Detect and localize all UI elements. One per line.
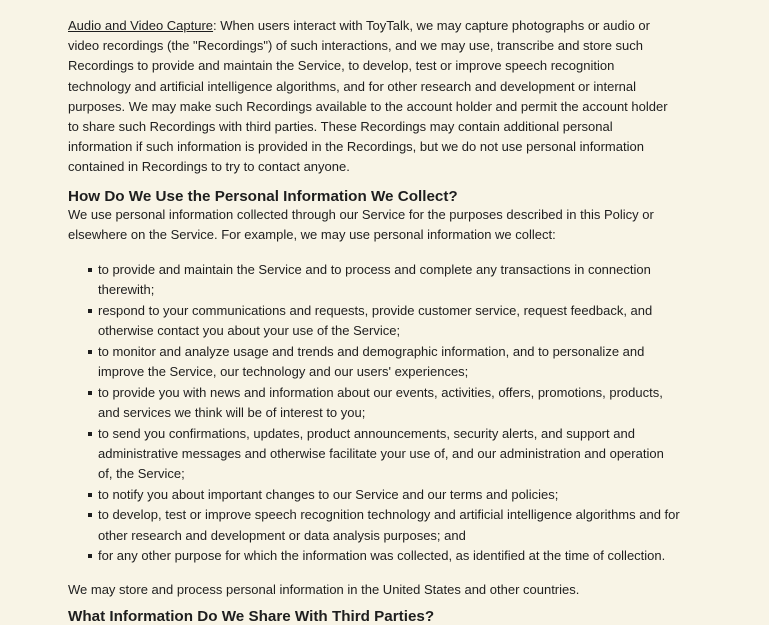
next-section-heading: What Information Do We Share With Third Parties?	[68, 607, 435, 625]
use-purposes-list	[68, 260, 680, 567]
list-item: to provide you with news and information about our events, activities, offers, promotions, products, and services we think will be of interest to you;	[98, 383, 680, 423]
list-item: for any other purpose for which the information was collected, as identified at the time of collection.	[98, 546, 680, 566]
list-item: to notify you about important changes to our Service and our terms and policies;	[98, 485, 680, 505]
policy-document	[68, 16, 680, 625]
list-item: to send you confirmations, updates, product announcements, security alerts, and support and administrative messages and otherwise facilitate your use of, and our administration and operation of, the Service;	[98, 424, 680, 485]
audio-video-capture-link[interactable]: Audio and Video Capture	[68, 18, 214, 33]
list-item: to provide and maintain the Service and to process and complete any transactions in connection therewith;	[98, 260, 680, 300]
audio-video-paragraph	[68, 16, 680, 178]
audio-video-body: : When users interact with ToyTalk, we may capture photographs or audio or video recordings (the "Recordings") of such interactions, and we may use, transcribe and store such Recordings to provide and maintain the Service, to develop, test or improve speech recognition technology and artificial intelligence algorithms, and for other research and development or internal purposes. We may make such Recordings available to the account holder and permit the account holder to share such Recordings with third parties. These Recordings may contain additional personal information if such information is provided in the Recordings, but we do not use personal information contained in Recordings to try to contact anyone.	[68, 18, 668, 175]
storage-location-note: We may store and process personal information in the United States and other countries.	[68, 581, 580, 597]
use-info-heading: How Do We Use the Personal Information We Collect?	[68, 187, 458, 205]
use-info-intro: We use personal information collected through our Service for the purposes described in this Policy or elsewhere on the Service. For example, we may use personal information we collect:	[68, 206, 654, 242]
list-item: respond to your communications and requests, provide customer service, request feedback, and otherwise contact you about your use of the Service;	[98, 301, 680, 341]
list-item: to develop, test or improve speech recognition technology and artificial intelligence algorithms and for other research and development or data analysis purposes; and	[98, 505, 680, 545]
list-item: to monitor and analyze usage and trends and demographic information, and to personalize and improve the Service, our technology and our users' experiences;	[98, 342, 680, 382]
